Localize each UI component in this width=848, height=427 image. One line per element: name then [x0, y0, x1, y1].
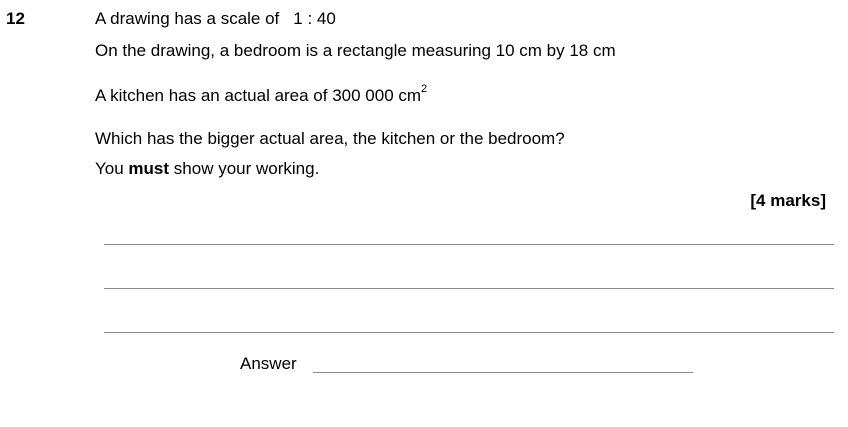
working-prefix: You: [95, 159, 124, 178]
working-suffix: show your working.: [173, 159, 320, 178]
question-prompt: Which has the bigger actual area, the kitchen or the bedroom?: [95, 129, 565, 148]
answer-line[interactable]: [313, 372, 693, 373]
bedroom-statement: On the drawing, a bedroom is a rectangle measuring 10 cm by 18 cm: [95, 41, 616, 60]
working-line-2[interactable]: [104, 288, 834, 289]
kitchen-exponent: 2: [421, 83, 428, 96]
working-instruction: [95, 159, 319, 179]
scale-value: 1 : 40: [293, 9, 336, 28]
marks-label: [4 marks]: [750, 191, 826, 210]
scale-statement: [95, 9, 336, 29]
working-line-3[interactable]: [104, 332, 834, 333]
answer-label: Answer: [240, 354, 297, 373]
working-emphasis: must: [128, 159, 170, 178]
kitchen-text: A kitchen has an actual area of 300 000 cm: [95, 86, 422, 105]
working-line-1[interactable]: [104, 244, 834, 245]
scale-text: A drawing has a scale of: [95, 9, 280, 28]
kitchen-statement: [95, 83, 428, 106]
question-number: 12: [6, 9, 25, 28]
